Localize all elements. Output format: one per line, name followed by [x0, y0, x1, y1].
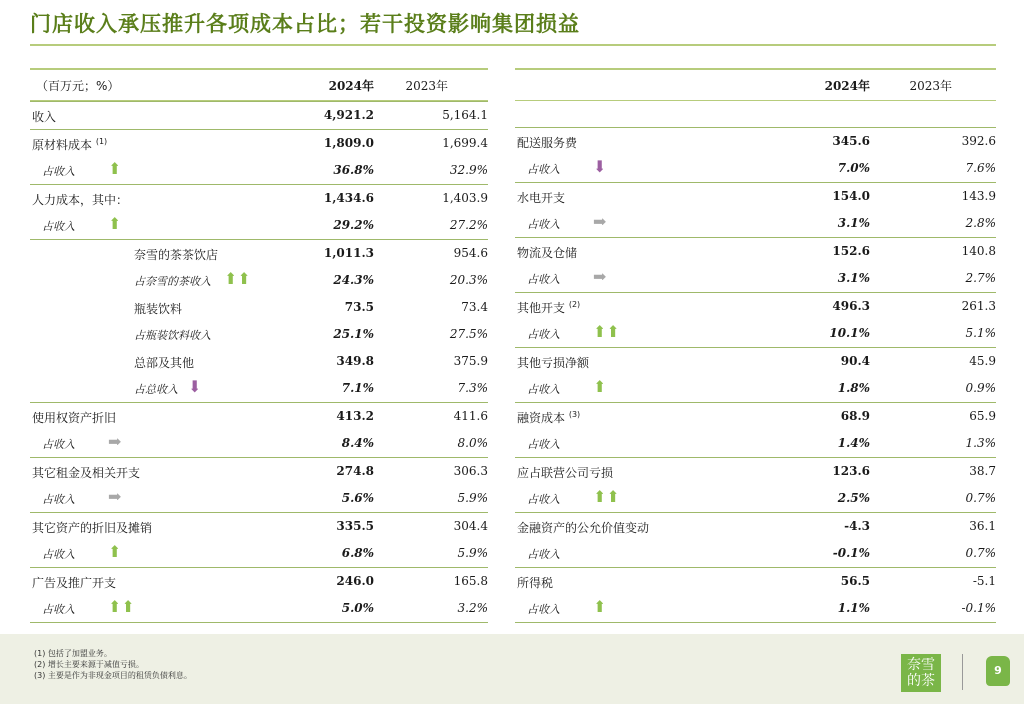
value-2023: 165.8: [453, 574, 488, 588]
value-2024: 4,921.2: [323, 108, 374, 122]
percentage-label: 占收入: [527, 163, 560, 176]
row-label: [517, 134, 577, 151]
value-2023: 375.9: [453, 354, 488, 368]
percentage-row: [30, 321, 488, 348]
value-2023: 411.6: [453, 409, 488, 423]
row-label-text: 水电开支: [517, 191, 566, 205]
trend-indicator: [224, 271, 251, 287]
trend-indicator: [108, 489, 121, 505]
percentage-row: [30, 430, 488, 457]
row-label: [517, 189, 565, 206]
percentage-row: [30, 595, 488, 622]
value-2023: 306.3: [453, 464, 488, 478]
year-2024-header: 2024年: [328, 79, 374, 93]
percentage-row: [515, 540, 996, 567]
row-label-text: 总部及其他: [134, 356, 195, 370]
percentage-2024: 2.5%: [837, 491, 870, 505]
value-2024: 345.6: [832, 134, 870, 148]
percentage-2024: 8.4%: [341, 436, 374, 450]
value-2023: 38.7: [969, 464, 996, 478]
footnote-3: (3) 主要是作为非现金项目的租赁负债利息。: [34, 671, 192, 680]
percentage-row: [30, 212, 488, 239]
logo-line-2: 的茶: [907, 673, 935, 689]
row-label: [32, 108, 56, 125]
table-row: [30, 457, 488, 485]
trend-indicator: [108, 544, 121, 560]
percentage-row: [515, 485, 996, 512]
row-label-text: 奈雪的茶茶饮店: [134, 248, 219, 262]
left-table-header: [30, 68, 488, 101]
trend-indicator: [593, 324, 620, 340]
row-label-text: 收入: [32, 110, 57, 124]
percentage-label: 占收入: [527, 603, 560, 616]
value-2024: 56.5: [840, 574, 870, 588]
value-2024: 152.6: [832, 244, 870, 258]
table-bottom-rule: [515, 622, 996, 623]
percentage-2024: 5.6%: [341, 491, 374, 505]
table-row: [515, 127, 996, 155]
arrow-up-icon: ⬆: [606, 487, 620, 506]
brand-logo: [901, 654, 941, 692]
percentage-label: 占收入: [527, 438, 560, 451]
arrow-down-icon: ⬇: [593, 157, 607, 176]
value-2024: 68.9: [840, 409, 870, 423]
row-label: [134, 300, 182, 317]
percentage-label: 占瓶装饮料收入: [134, 329, 211, 342]
year-2024-header: 2024年: [824, 79, 870, 93]
table-row: [30, 348, 488, 375]
arrow-up-icon: ⬆: [606, 322, 620, 341]
percentage-2023: 5.9%: [457, 546, 488, 560]
value-2024: 1,011.3: [323, 246, 374, 260]
arrow-up-icon: ⬆: [108, 159, 122, 178]
right-table-body: [515, 101, 996, 623]
percentage-2024: 29.2%: [333, 218, 374, 232]
percentage-row: [30, 485, 488, 512]
percentage-2023: 27.2%: [449, 218, 488, 232]
value-2024: 73.5: [344, 300, 374, 314]
value-2023: 65.9: [969, 409, 996, 423]
value-2023: -5.1: [972, 574, 996, 588]
percentage-row: [30, 267, 488, 294]
percentage-2023: 7.6%: [965, 161, 996, 175]
row-label: [32, 136, 107, 153]
percentage-2024: 36.8%: [333, 163, 374, 177]
table-row: [515, 457, 996, 485]
percentage-row: [515, 595, 996, 622]
value-2024: 274.8: [336, 464, 374, 478]
percentage-2024: 25.1%: [333, 327, 374, 341]
value-2023: 304.4: [453, 519, 488, 533]
table-row: [515, 237, 996, 265]
percentage-label: 占收入: [527, 493, 560, 506]
row-label: [517, 409, 580, 426]
percentage-label: 占收入: [527, 548, 560, 561]
percentage-2023: 0.7%: [965, 546, 996, 560]
year-2023-header: 2023年: [909, 79, 952, 93]
percentage-2024: 7.1%: [341, 381, 374, 395]
value-2024: 123.6: [832, 464, 870, 478]
arrow-up-icon: ⬆: [593, 597, 607, 616]
footnote-1: (1) 包括了加盟业务。: [34, 649, 112, 658]
row-label: [517, 354, 589, 371]
footnote-ref: (1): [95, 137, 108, 146]
title-divider: [30, 44, 996, 46]
value-2024: 90.4: [840, 354, 870, 368]
percentage-2024: 1.1%: [837, 601, 870, 615]
value-2023: 954.6: [453, 246, 488, 260]
trend-indicator: [108, 599, 135, 615]
trend-indicator: [593, 269, 606, 285]
percentage-label: 占收入: [42, 493, 75, 506]
arrow-right-icon: ➡: [108, 487, 122, 506]
percentage-row: [515, 155, 996, 182]
value-2024: 349.8: [336, 354, 374, 368]
row-label: [517, 574, 553, 591]
row-label-text: 其他亏损净额: [517, 356, 590, 370]
row-label: [517, 464, 613, 481]
percentage-label: 占奈雪的茶收入: [134, 275, 211, 288]
percentage-2023: 20.3%: [449, 273, 488, 287]
percentage-2023: 1.3%: [965, 436, 996, 450]
percentage-label: 占收入: [42, 548, 75, 561]
logo-line-1: 奈雪: [907, 657, 935, 673]
table-row: [515, 402, 996, 430]
arrow-up-icon: ⬆: [108, 597, 122, 616]
percentage-2023: 7.3%: [457, 381, 488, 395]
percentage-2024: 24.3%: [333, 273, 374, 287]
row-label-text: 其他开支: [517, 301, 566, 315]
percentage-row: [515, 320, 996, 347]
arrow-right-icon: ➡: [593, 212, 607, 231]
left-table-body: [30, 101, 488, 623]
percentage-2023: 5.9%: [457, 491, 488, 505]
percentage-2024: 6.8%: [341, 546, 374, 560]
table-row: [30, 402, 488, 430]
trend-indicator: [593, 379, 606, 395]
value-2024: 335.5: [336, 519, 374, 533]
percentage-2024: 1.8%: [837, 381, 870, 395]
percentage-2024: 3.1%: [837, 271, 870, 285]
trend-indicator: [188, 379, 201, 395]
table-row: [30, 567, 488, 595]
arrow-right-icon: ➡: [593, 267, 607, 286]
arrow-up-icon: ⬆: [237, 269, 251, 288]
row-label: [32, 519, 152, 536]
arrow-up-icon: ⬆: [224, 269, 238, 288]
row-label-text: 应占联营公司亏损: [517, 466, 614, 480]
percentage-row: [30, 540, 488, 567]
value-2024: 154.0: [832, 189, 870, 203]
value-2023: 140.8: [961, 244, 996, 258]
row-label: [32, 574, 116, 591]
arrow-right-icon: ➡: [108, 432, 122, 451]
row-label-text: 原材料成本: [32, 138, 93, 152]
trend-indicator: [593, 214, 606, 230]
arrow-up-icon: ⬆: [593, 487, 607, 506]
value-2024: 496.3: [832, 299, 870, 313]
arrow-up-icon: ⬆: [108, 542, 122, 561]
row-label: [517, 519, 649, 536]
page-title: 门店收入承压推升各项成本占比；若干投资影响集团损益: [30, 12, 580, 36]
percentage-row: [515, 375, 996, 402]
row-label-text: 配送服务费: [517, 136, 578, 150]
row-label: [134, 246, 218, 263]
table-row: [515, 182, 996, 210]
percentage-2023: 2.7%: [965, 271, 996, 285]
footer-divider: [962, 654, 963, 690]
trend-indicator: [593, 489, 620, 505]
row-label-text: 人力成本，其中：: [32, 193, 129, 207]
table-row: [30, 239, 488, 267]
table-bottom-rule: [30, 622, 488, 623]
percentage-row: [515, 210, 996, 237]
value-2024: -4.3: [844, 519, 870, 533]
value-2023: 36.1: [969, 519, 996, 533]
row-label-text: 所得税: [517, 576, 554, 590]
value-2024: 413.2: [336, 409, 374, 423]
row-label-text: 融资成本: [517, 411, 566, 425]
percentage-2023: 0.7%: [965, 491, 996, 505]
value-2023: 392.6: [961, 134, 996, 148]
value-2023: 45.9: [969, 354, 996, 368]
table-row: [30, 512, 488, 540]
trend-indicator: [593, 599, 606, 615]
percentage-label: 占收入: [42, 220, 75, 233]
row-label: [134, 354, 194, 371]
percentage-2024: 1.4%: [837, 436, 870, 450]
percentage-label: 占收入: [527, 383, 560, 396]
percentage-2023: 27.5%: [449, 327, 488, 341]
percentage-label: 占收入: [527, 328, 560, 341]
left-table: [30, 68, 488, 623]
table-row: [515, 347, 996, 375]
percentage-label: 占收入: [527, 273, 560, 286]
percentage-label: 占收入: [527, 218, 560, 231]
footnotes: [34, 648, 192, 681]
table-row: [515, 512, 996, 540]
row-label: [32, 409, 116, 426]
page-number: 9: [986, 656, 1010, 686]
percentage-2024: 10.1%: [829, 326, 870, 340]
arrow-up-icon: ⬆: [121, 597, 135, 616]
value-2023: 5,164.1: [442, 108, 488, 122]
value-2023: 73.4: [461, 300, 488, 314]
table-row: [30, 294, 488, 321]
percentage-2023: 5.1%: [965, 326, 996, 340]
row-label: [517, 299, 580, 316]
row-label-text: 广告及推广开支: [32, 576, 117, 590]
percentage-2024: -0.1%: [832, 546, 870, 560]
percentage-2024: 7.0%: [837, 161, 870, 175]
arrow-up-icon: ⬆: [593, 377, 607, 396]
row-label: [517, 244, 577, 261]
arrow-up-icon: ⬆: [108, 214, 122, 233]
percentage-row: [515, 265, 996, 292]
row-label: [32, 464, 140, 481]
percentage-label: 占总收入: [134, 383, 178, 396]
arrow-down-icon: ⬇: [188, 377, 202, 396]
row-label-text: 瓶装饮料: [134, 302, 183, 316]
table-row: [515, 292, 996, 320]
trend-indicator: [108, 161, 121, 177]
percentage-label: 占收入: [42, 603, 75, 616]
value-2023: 143.9: [961, 189, 996, 203]
value-2023: 1,699.4: [442, 136, 488, 150]
footnote-2: (2) 增长主要来源于减值亏损。: [34, 660, 144, 669]
percentage-2024: 5.0%: [341, 601, 374, 615]
percentage-row: [515, 430, 996, 457]
unit-label: （百万元；%）: [36, 79, 120, 93]
percentage-label: 占收入: [42, 165, 75, 178]
row-label-text: 其它租金及相关开支: [32, 466, 141, 480]
percentage-2023: 8.0%: [457, 436, 488, 450]
percentage-2023: 2.8%: [965, 216, 996, 230]
footnote-ref: (2): [568, 300, 581, 309]
year-2023-header: 2023年: [405, 79, 448, 93]
value-2024: 246.0: [336, 574, 374, 588]
table-row: [30, 129, 488, 157]
row-label-text: 金融资产的公允价值变动: [517, 521, 650, 535]
row-label-text: 物流及仓储: [517, 246, 578, 260]
right-table-header: [515, 68, 996, 101]
percentage-2023: 32.9%: [449, 163, 488, 177]
percentage-row: [30, 157, 488, 184]
percentage-row: [30, 375, 488, 402]
trend-indicator: [593, 159, 606, 175]
row-label-text: 其它资产的折旧及摊销: [32, 521, 153, 535]
percentage-label: 占收入: [42, 438, 75, 451]
value-2024: 1,809.0: [323, 136, 374, 150]
percentage-2023: 0.9%: [965, 381, 996, 395]
value-2023: 261.3: [961, 299, 996, 313]
percentage-2024: 3.1%: [837, 216, 870, 230]
percentage-2023: 3.2%: [457, 601, 488, 615]
row-label-text: 使用权资产折旧: [32, 411, 117, 425]
value-2023: 1,403.9: [442, 191, 488, 205]
percentage-2023: -0.1%: [961, 601, 996, 615]
right-table: [515, 68, 996, 623]
footnote-ref: (3): [568, 410, 581, 419]
trend-indicator: [108, 216, 121, 232]
table-row: [30, 184, 488, 212]
trend-indicator: [108, 434, 121, 450]
arrow-up-icon: ⬆: [593, 322, 607, 341]
table-row: [515, 567, 996, 595]
blank-row: [515, 101, 996, 127]
row-label: [32, 191, 128, 208]
table-row: [30, 101, 488, 129]
value-2024: 1,434.6: [323, 191, 374, 205]
